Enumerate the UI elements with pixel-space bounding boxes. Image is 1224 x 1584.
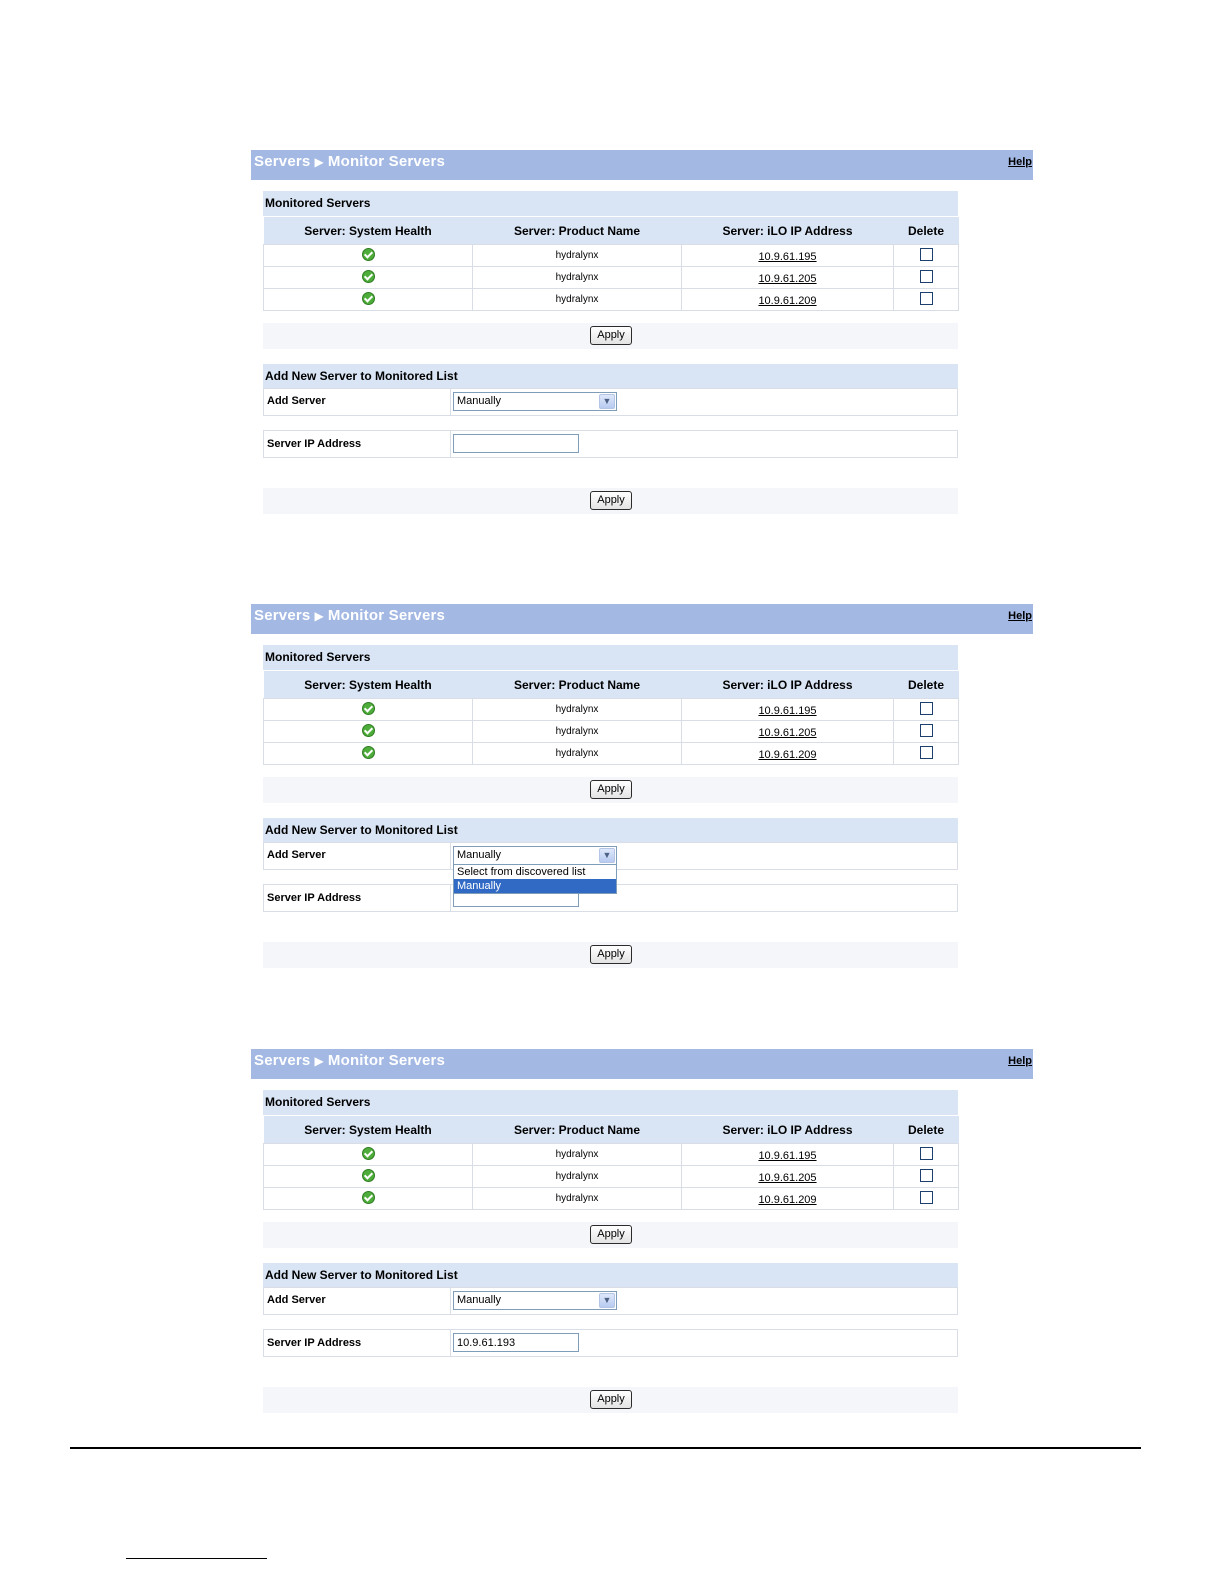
table-row [264,1188,959,1210]
title-bar [251,604,1033,634]
footnote-divider [126,1558,267,1559]
ilo-ip-link[interactable]: 10.9.61.195 [758,250,817,263]
breadcrumb-separator-icon: ▶ [314,155,324,169]
monitored-servers-header [263,645,958,670]
product-name: hydralynx [473,289,682,311]
check-circle-icon [362,270,375,283]
breadcrumb [254,1052,445,1069]
product-name: hydralynx [473,1166,682,1188]
ilo-ip-link[interactable]: 10.9.61.195 [758,704,817,717]
apply-delete-button[interactable]: Apply [590,326,632,345]
add-server-row [263,1287,958,1315]
product-name: hydralynx [473,1188,682,1210]
chevron-down-icon[interactable]: ▼ [599,848,615,863]
select-value: Manually [457,1294,502,1306]
server-ip-input[interactable] [453,434,579,453]
add-server-title: Add New Server to Monitored List [265,823,458,837]
monitor-servers-panel-3 [251,1049,1033,1415]
monitor-servers-panel-2 [251,604,1033,970]
apply-delete-button[interactable]: Apply [590,780,632,799]
breadcrumb-monitor-servers: Monitor Servers [327,153,446,170]
col-delete: Delete [894,671,959,699]
chevron-down-icon[interactable]: ▼ [599,394,615,409]
delete-checkbox[interactable] [920,292,933,305]
table-row [264,289,959,311]
delete-checkbox[interactable] [920,1147,933,1160]
add-server-label: Add Server [267,1294,326,1306]
add-server-select[interactable] [453,1291,617,1310]
table-header-row [264,671,959,699]
footer-divider [70,1447,1141,1449]
table-row [264,267,959,289]
help-link[interactable]: Help [1008,610,1032,622]
delete-checkbox[interactable] [920,724,933,737]
apply-add-button[interactable]: Apply [590,945,632,964]
apply-add-button[interactable]: Apply [590,1390,632,1409]
check-circle-icon [362,746,375,759]
product-name: hydralynx [473,721,682,743]
apply-row [263,777,958,803]
add-server-label: Add Server [267,395,326,407]
apply-add-button[interactable]: Apply [590,491,632,510]
help-link[interactable]: Help [1008,156,1032,168]
breadcrumb-monitor-servers: Monitor Servers [327,1052,446,1069]
monitored-servers-header [263,1090,958,1115]
apply-row [263,1222,958,1248]
product-name: hydralynx [473,245,682,267]
apply-row [263,488,958,514]
apply-row [263,942,958,968]
select-value: Manually [457,849,502,861]
delete-checkbox[interactable] [920,1191,933,1204]
delete-checkbox[interactable] [920,270,933,283]
col-product-name: Server: Product Name [473,1116,682,1144]
server-ip-label: Server IP Address [267,892,362,904]
breadcrumb-servers[interactable]: Servers [254,1052,311,1069]
monitored-servers-title: Monitored Servers [265,196,371,210]
col-system-health: Server: System Health [264,217,473,245]
add-server-label: Add Server [267,849,326,861]
ilo-ip-link[interactable]: 10.9.61.209 [758,748,817,761]
check-circle-icon [362,1169,375,1182]
add-server-header [263,818,958,843]
monitored-servers-table [263,1115,959,1210]
col-system-health: Server: System Health [264,1116,473,1144]
option-manually[interactable]: Manually [454,879,616,893]
ilo-ip-link[interactable]: 10.9.61.209 [758,1193,817,1206]
delete-checkbox[interactable] [920,1169,933,1182]
title-bar [251,1049,1033,1079]
product-name: hydralynx [473,743,682,765]
ilo-ip-link[interactable]: 10.9.61.205 [758,726,817,739]
check-circle-icon [362,702,375,715]
col-delete: Delete [894,217,959,245]
server-ip-row [263,430,958,458]
table-header-row [264,1116,959,1144]
option-select-from-discovered[interactable]: Select from discovered list [457,866,586,878]
server-ip-row [263,1329,958,1357]
apply-row [263,1387,958,1413]
check-circle-icon [362,248,375,261]
delete-checkbox[interactable] [920,248,933,261]
breadcrumb-servers[interactable]: Servers [254,153,311,170]
help-link[interactable]: Help [1008,1055,1032,1067]
product-name: hydralynx [473,267,682,289]
check-circle-icon [362,724,375,737]
breadcrumb [254,607,445,624]
table-row [264,1144,959,1166]
apply-delete-button[interactable]: Apply [590,1225,632,1244]
breadcrumb-separator-icon: ▶ [314,609,324,623]
server-ip-input[interactable] [453,1333,579,1352]
table-row [264,721,959,743]
col-ilo-ip-address: Server: iLO IP Address [682,1116,894,1144]
monitored-servers-title: Monitored Servers [265,650,371,664]
server-ip-label: Server IP Address [267,1337,362,1349]
title-bar [251,150,1033,180]
monitored-servers-title: Monitored Servers [265,1095,371,1109]
ilo-ip-link[interactable]: 10.9.61.205 [758,272,817,285]
product-name: hydralynx [473,1144,682,1166]
monitored-servers-table [263,216,959,311]
breadcrumb-separator-icon: ▶ [314,1054,324,1068]
add-server-title: Add New Server to Monitored List [265,1268,458,1282]
monitored-servers-header [263,191,958,216]
col-product-name: Server: Product Name [473,671,682,699]
add-server-select[interactable] [453,392,617,411]
col-system-health: Server: System Health [264,671,473,699]
check-circle-icon [362,292,375,305]
check-circle-icon [362,1147,375,1160]
select-value: Manually [457,395,502,407]
table-row [264,1166,959,1188]
col-delete: Delete [894,1116,959,1144]
breadcrumb-servers[interactable]: Servers [254,607,311,624]
table-header-row [264,217,959,245]
table-row [264,743,959,765]
chevron-down-icon[interactable]: ▼ [599,1293,615,1308]
server-ip-label: Server IP Address [267,438,362,450]
delete-checkbox[interactable] [920,702,933,715]
breadcrumb [254,153,445,170]
ilo-ip-link[interactable]: 10.9.61.195 [758,1149,817,1162]
product-name: hydralynx [473,699,682,721]
apply-row [263,323,958,349]
monitored-servers-table [263,670,959,765]
add-server-header [263,1263,958,1288]
add-server-row [263,388,958,416]
add-server-header [263,364,958,389]
table-row [264,245,959,267]
add-server-title: Add New Server to Monitored List [265,369,458,383]
check-circle-icon [362,1191,375,1204]
ilo-ip-link[interactable]: 10.9.61.205 [758,1171,817,1184]
col-product-name: Server: Product Name [473,217,682,245]
breadcrumb-monitor-servers: Monitor Servers [327,607,446,624]
add-server-options-list [453,864,617,894]
monitor-servers-panel-1 [251,150,1033,516]
col-ilo-ip-address: Server: iLO IP Address [682,217,894,245]
col-ilo-ip-address: Server: iLO IP Address [682,671,894,699]
add-server-select[interactable] [453,846,617,865]
table-row [264,699,959,721]
ilo-ip-link[interactable]: 10.9.61.209 [758,294,817,307]
delete-checkbox[interactable] [920,746,933,759]
